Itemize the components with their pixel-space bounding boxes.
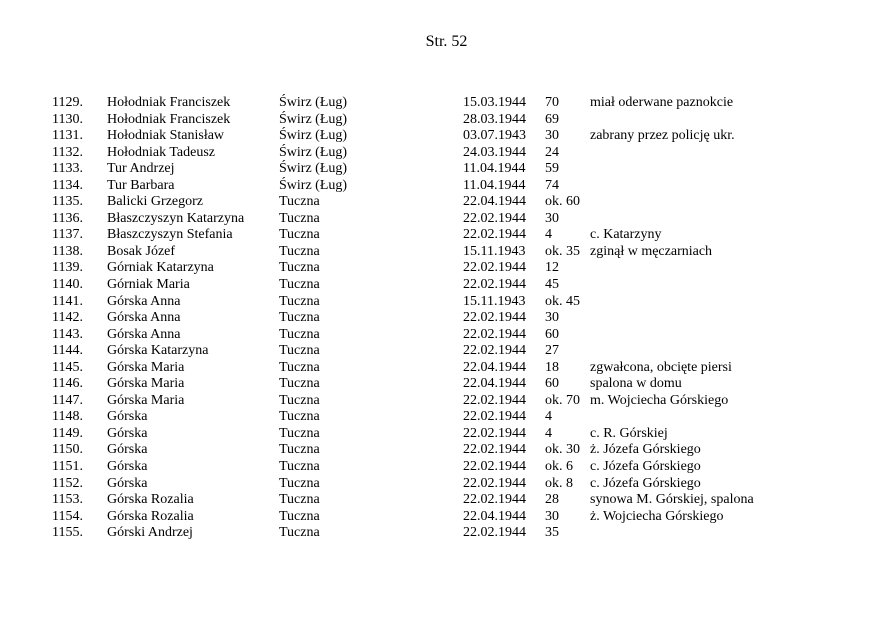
person-name: Górska <box>107 475 148 491</box>
page-title: Str. 52 <box>425 33 468 50</box>
place-name: Tuczna <box>279 243 320 259</box>
entry-number: 1141. <box>52 293 83 309</box>
person-name: Hołodniak Tadeusz <box>107 144 216 160</box>
person-name: Górska Rozalia <box>107 492 194 508</box>
date-of-death: 03.07.1943 <box>463 128 526 144</box>
place-name: Tuczna <box>279 425 320 441</box>
person-name: Hołodniak Franciszek <box>107 95 231 110</box>
person-name: Balicki Grzegorz <box>107 194 204 210</box>
place-name: Tuczna <box>279 260 320 276</box>
table-row <box>0 277 893 294</box>
remarks: c. Józefa Górskiego <box>590 459 701 475</box>
date-of-death: 22.02.1944 <box>463 442 526 458</box>
entry-number: 1150. <box>52 442 83 458</box>
age: 4 <box>545 227 552 243</box>
age: 60 <box>545 376 559 392</box>
table-row <box>0 128 893 145</box>
date-of-death: 22.02.1944 <box>463 459 526 475</box>
age: 30 <box>545 508 559 524</box>
age: 18 <box>545 359 559 375</box>
person-name: Górska Maria <box>107 376 185 392</box>
entry-number: 1134. <box>52 177 83 193</box>
entry-number: 1131. <box>52 128 83 144</box>
date-of-death: 15.11.1943 <box>463 293 526 309</box>
person-name: Tur Barbara <box>107 177 175 193</box>
place-name: Tuczna <box>279 293 320 309</box>
remarks: m. Wojciecha Górskiego <box>590 392 729 408</box>
table-row <box>0 161 893 178</box>
age: ok. 6 <box>545 459 573 475</box>
entry-number: 1154. <box>52 508 83 524</box>
place-name: Świrz (Ług) <box>279 111 348 127</box>
place-name: Tuczna <box>279 459 320 475</box>
place-name: Świrz (Ług) <box>279 161 348 177</box>
date-of-death: 22.02.1944 <box>463 425 526 441</box>
date-of-death: 22.02.1944 <box>463 227 526 243</box>
table-row <box>0 294 893 311</box>
age: ok. 60 <box>545 194 580 210</box>
place-name: Tuczna <box>279 310 320 326</box>
remarks: zabrany przez policję ukr. <box>590 128 735 144</box>
table-row <box>0 360 893 377</box>
age: 12 <box>545 260 559 276</box>
age: ok. 45 <box>545 293 580 309</box>
person-name: Górska <box>107 409 148 425</box>
date-of-death: 22.02.1944 <box>463 260 526 276</box>
entry-number: 1137. <box>52 227 83 243</box>
person-name: Górska Anna <box>107 293 181 309</box>
entry-number: 1135. <box>52 194 83 210</box>
table-row <box>0 492 893 509</box>
person-name: Górska Maria <box>107 359 185 375</box>
place-name: Tuczna <box>279 525 320 541</box>
entry-number: 1136. <box>52 210 83 226</box>
remarks: c. Józefa Górskiego <box>590 475 701 491</box>
person-name: Górniak Katarzyna <box>107 260 214 276</box>
date-of-death: 22.02.1944 <box>463 492 526 508</box>
table-row <box>0 95 893 112</box>
entry-number: 1144. <box>52 343 83 359</box>
table-row <box>0 112 893 129</box>
person-name: Błaszczyszyn Stefania <box>107 227 233 243</box>
place-name: Tuczna <box>279 508 320 524</box>
remarks: synowa M. Górskiej, spalona <box>590 492 754 508</box>
entry-number: 1130. <box>52 111 83 127</box>
entry-number: 1147. <box>52 392 83 408</box>
date-of-death: 11.04.1944 <box>463 161 526 177</box>
age: 4 <box>545 409 552 425</box>
table-row <box>0 476 893 493</box>
age: 69 <box>545 111 559 127</box>
remarks: zginął w męczarniach <box>590 243 713 259</box>
table-row <box>0 459 893 476</box>
date-of-death: 22.02.1944 <box>463 409 526 425</box>
person-name: Bosak Józef <box>107 243 176 259</box>
table-row <box>0 343 893 360</box>
age: 74 <box>545 177 559 193</box>
age: 70 <box>545 95 559 110</box>
entry-number: 1133. <box>52 161 83 177</box>
person-name: Górska Maria <box>107 392 185 408</box>
remarks: c. R. Górskiej <box>590 425 668 441</box>
entry-number: 1139. <box>52 260 83 276</box>
remarks: ż. Józefa Górskiego <box>590 442 701 458</box>
entry-number: 1148. <box>52 409 83 425</box>
age: 30 <box>545 128 559 144</box>
age: 4 <box>545 425 552 441</box>
place-name: Tuczna <box>279 210 320 226</box>
age: 45 <box>545 277 559 293</box>
table-row <box>0 145 893 162</box>
place-name: Świrz (Ług) <box>279 128 348 144</box>
table-row <box>0 260 893 277</box>
table-row <box>0 310 893 327</box>
entry-number: 1155. <box>52 525 83 541</box>
age: 27 <box>545 343 559 359</box>
place-name: Świrz (Ług) <box>279 95 348 110</box>
person-name: Górska <box>107 425 148 441</box>
table-row <box>0 376 893 393</box>
date-of-death: 15.11.1943 <box>463 243 526 259</box>
entry-number: 1140. <box>52 277 83 293</box>
person-name: Górska <box>107 442 148 458</box>
entry-number: 1152. <box>52 475 83 491</box>
date-of-death: 22.02.1944 <box>463 392 526 408</box>
date-of-death: 22.02.1944 <box>463 326 526 342</box>
entry-number: 1132. <box>52 144 83 160</box>
place-name: Tuczna <box>279 392 320 408</box>
place-name: Świrz (Ług) <box>279 144 348 160</box>
age: ok. 30 <box>545 442 580 458</box>
date-of-death: 22.02.1944 <box>463 310 526 326</box>
person-name: Górska <box>107 459 148 475</box>
entry-number: 1138. <box>52 243 83 259</box>
date-of-death: 22.02.1944 <box>463 277 526 293</box>
place-name: Tuczna <box>279 442 320 458</box>
person-name: Górska Anna <box>107 326 181 342</box>
person-name: Błaszczyszyn Katarzyna <box>107 210 245 226</box>
age: 28 <box>545 492 559 508</box>
table-row <box>0 227 893 244</box>
date-of-death: 24.03.1944 <box>463 144 526 160</box>
remarks: ż. Wojciecha Górskiego <box>590 508 724 524</box>
entry-number: 1145. <box>52 359 83 375</box>
age: 30 <box>545 310 559 326</box>
person-name: Hołodniak Stanisław <box>107 128 225 144</box>
age: ok. 8 <box>545 475 573 491</box>
place-name: Tuczna <box>279 409 320 425</box>
place-name: Świrz (Ług) <box>279 177 348 193</box>
place-name: Tuczna <box>279 326 320 342</box>
table-row <box>0 442 893 459</box>
table-row <box>0 393 893 410</box>
date-of-death: 22.02.1944 <box>463 343 526 359</box>
date-of-death: 22.04.1944 <box>463 359 526 375</box>
date-of-death: 22.02.1944 <box>463 525 526 541</box>
person-name: Górska Rozalia <box>107 508 194 524</box>
date-of-death: 22.04.1944 <box>463 508 526 524</box>
person-name: Górski Andrzej <box>107 525 193 541</box>
remarks: zgwałcona, obcięte piersi <box>590 359 732 375</box>
victim-list <box>0 95 893 542</box>
age: 30 <box>545 210 559 226</box>
place-name: Tuczna <box>279 359 320 375</box>
entry-number: 1146. <box>52 376 83 392</box>
age: 24 <box>545 144 559 160</box>
table-row <box>0 194 893 211</box>
place-name: Tuczna <box>279 277 320 293</box>
person-name: Górska Katarzyna <box>107 343 209 359</box>
date-of-death: 22.04.1944 <box>463 194 526 210</box>
table-row <box>0 178 893 195</box>
entry-number: 1143. <box>52 326 83 342</box>
entry-number: 1153. <box>52 492 83 508</box>
age: 60 <box>545 326 559 342</box>
date-of-death: 15.03.1944 <box>463 95 526 110</box>
table-row <box>0 509 893 526</box>
date-of-death: 22.04.1944 <box>463 376 526 392</box>
date-of-death: 22.02.1944 <box>463 475 526 491</box>
age: 35 <box>545 525 559 541</box>
table-row <box>0 327 893 344</box>
place-name: Tuczna <box>279 475 320 491</box>
age: ok. 70 <box>545 392 580 408</box>
place-name: Tuczna <box>279 492 320 508</box>
person-name: Hołodniak Franciszek <box>107 111 231 127</box>
entry-number: 1129. <box>52 95 83 110</box>
remarks: spalona w domu <box>590 376 682 392</box>
table-row <box>0 211 893 228</box>
date-of-death: 22.02.1944 <box>463 210 526 226</box>
remarks: miał oderwane paznokcie <box>590 95 734 110</box>
table-row <box>0 426 893 443</box>
person-name: Górska Anna <box>107 310 181 326</box>
place-name: Tuczna <box>279 194 320 210</box>
place-name: Tuczna <box>279 343 320 359</box>
table-row <box>0 409 893 426</box>
person-name: Tur Andrzej <box>107 161 175 177</box>
date-of-death: 11.04.1944 <box>463 177 526 193</box>
place-name: Tuczna <box>279 376 320 392</box>
age: ok. 35 <box>545 243 580 259</box>
entry-number: 1142. <box>52 310 83 326</box>
date-of-death: 28.03.1944 <box>463 111 526 127</box>
table-row <box>0 244 893 261</box>
age: 59 <box>545 161 559 177</box>
entry-number: 1151. <box>52 459 83 475</box>
table-row <box>0 525 893 542</box>
place-name: Tuczna <box>279 227 320 243</box>
remarks: c. Katarzyny <box>590 227 662 243</box>
entry-number: 1149. <box>52 425 83 441</box>
person-name: Górniak Maria <box>107 277 190 293</box>
